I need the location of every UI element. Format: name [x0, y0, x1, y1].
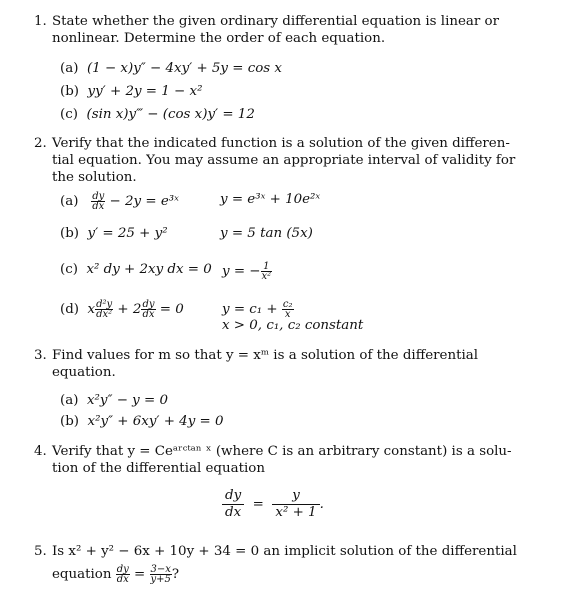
problem-2d-solution: y = c₁ + $\frac{\text{c₂}}{x}$ — [222, 299, 293, 320]
problem-5-line-1: Is x² + y² − 6x + 10y + 34 = 0 an implicit solution of the differential — [52, 544, 517, 559]
problem-2b-equation: (b) y′ = 25 + y² — [60, 226, 168, 241]
problem-3-number: 3. — [34, 348, 47, 363]
fraction: $\frac{dy}{dx}$ — [222, 488, 244, 521]
problem-2-number: 2. — [34, 136, 47, 151]
problem-2d-equation: (d) x $\frac{\text{d²y}}{\text{dx²}}$ + 2 $\frac{dy}{dx}$ = 0 — [60, 299, 184, 320]
part-label: (d) — [60, 302, 80, 317]
problem-2-line-2: tial equation. You may assume an appropriate interval of validity for — [52, 153, 516, 168]
part-label: (b) — [60, 84, 80, 99]
part-label: (a) — [60, 61, 79, 76]
equation: (1 − x)y″ − 4xy′ + 5y = cos x — [86, 61, 282, 76]
fraction: $\frac{dy}{dx}$ — [116, 564, 129, 585]
problem-2-line-1: Verify that the indicated function is a solution of the given differen- — [52, 136, 510, 151]
part-label: (c) — [60, 262, 78, 277]
problem-1c — [60, 107, 255, 123]
equation: (sin x)y‴ − (cos x)y′ = 12 — [86, 107, 255, 122]
problem-2b-solution: y = 5 tan (5x) — [220, 226, 313, 241]
fraction: $\frac{\text{d²y}}{\text{dx²}}$ — [96, 299, 113, 320]
problem-5-line-2: equation $\frac{dy}{dx}$ = $\frac{3-x}{y+5}$ ? — [52, 564, 180, 585]
problem-3b: (b) x²y″ + 6xy′ + 4y = 0 — [60, 414, 224, 429]
problem-4-display-equation: $\frac{dy}{dx}$ = $\frac{y}{\text{x² + 1}}$ . — [222, 488, 324, 521]
problem-2d-condition: x > 0, c₁, c₂ constant — [222, 318, 364, 333]
fraction: $\frac{1}{\text{x²}}$ — [261, 261, 272, 282]
part-label: (c) — [60, 107, 78, 122]
equation: yy′ + 2y = 1 − x² — [87, 84, 203, 99]
problem-3-line-2: equation. — [52, 365, 116, 380]
problem-2a-equation: (a) $\frac{dy}{dx}$ − 2y = e³ˣ — [60, 191, 179, 212]
part-label: (a) — [60, 194, 79, 209]
part-label: (b) — [60, 414, 80, 429]
fraction: $\frac{\text{c₂}}{x}$ — [282, 299, 293, 320]
fraction: $\frac{dy}{dx}$ — [142, 299, 155, 320]
fraction: $\frac{3-x}{y+5}$ — [150, 564, 171, 585]
problem-5-number: 5. — [34, 544, 47, 559]
problem-1-line-1: State whether the given ordinary differential equation is linear or — [52, 14, 500, 29]
fraction: $\frac{dy}{dx}$ — [92, 191, 105, 212]
problem-4-line-2: tion of the differential equation — [52, 461, 265, 476]
problem-2c-solution: y = − $\frac{1}{\text{x²}}$ — [222, 261, 272, 282]
problem-2a-solution: y = e³ˣ + 10e²ˣ — [220, 192, 321, 207]
problem-3-line-1: Find values for m so that y = xᵐ is a solution of the differential — [52, 348, 479, 363]
problem-2-line-3: the solution. — [52, 170, 137, 185]
fraction: $\frac{y}{\text{x² + 1}}$ — [272, 488, 319, 521]
part-label: (a) — [60, 393, 79, 408]
problem-1b — [60, 84, 202, 100]
problem-1a — [60, 61, 282, 77]
problem-2c-equation: (c) x² dy + 2xy dx = 0 — [60, 262, 212, 277]
problem-4-line-1: Verify that y = Ceᵃʳᶜᵗᵃⁿ ˣ (where C is an arbitrary constant) is a solu- — [52, 444, 512, 459]
problem-3a: (a) x²y″ − y = 0 — [60, 393, 168, 408]
problem-1-line-2: nonlinear. Determine the order of each equation. — [52, 31, 386, 46]
problem-4-number: 4. — [34, 444, 47, 459]
problem-1-number: 1. — [34, 14, 47, 29]
part-label: (b) — [60, 226, 80, 241]
